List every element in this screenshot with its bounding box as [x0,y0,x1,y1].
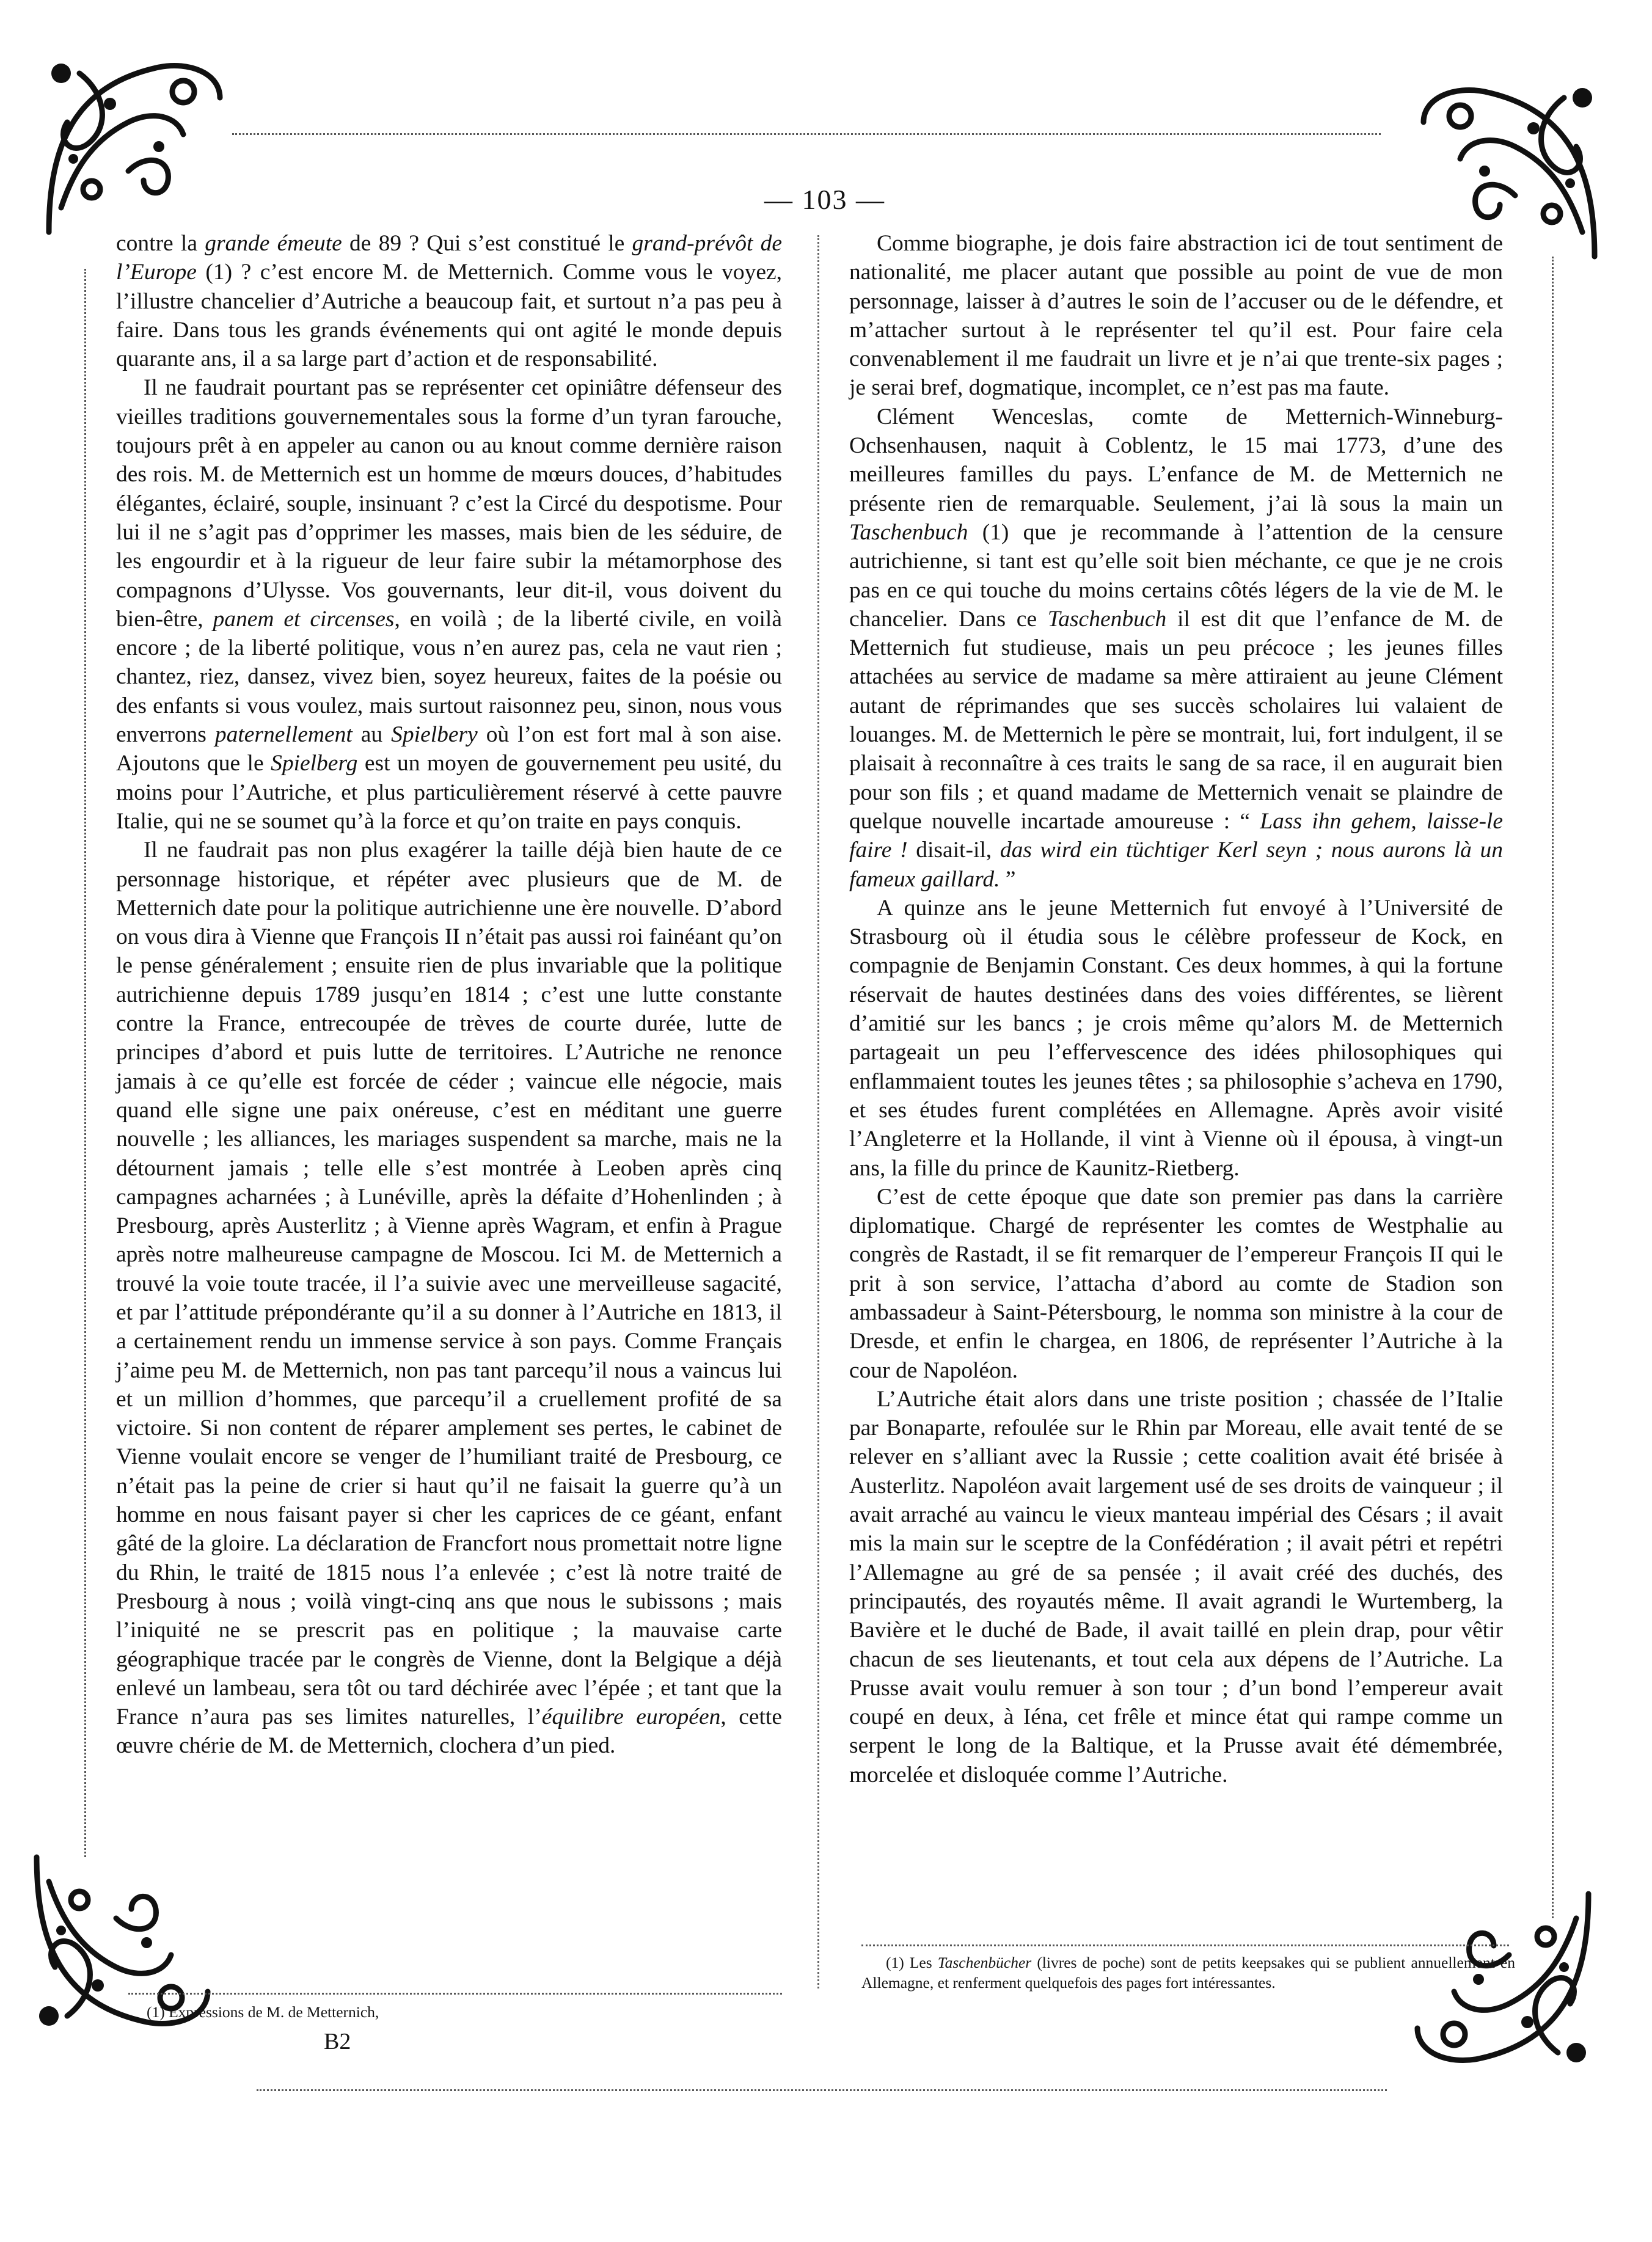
border-rule-top [232,133,1381,135]
paragraph: C’est de cette époque que date son premier pas dans la carrière diplomatique. Chargé de représenter les comtes de Westphalie au congrès de Rastadt, il se fit remarquer de l’empereur François II qui le prit à son service, l’attacha d’abord au comte de Stadion son ambassadeur à Saint-Pétersbourg, le nomma son ministre à la cour de Dresde, et enfin le chargea, en 1806, de représenter l’Autriche à la cour de Napoléon. [849,1184,1503,1383]
footnote-left: (1) Expressions de M. de Metternich, [147,2003,379,2021]
paragraph: L’Autriche était alors dans une triste position ; chassée de l’Italie par Bonaparte, refoulée sur le Rhin par Moreau, elle avait tenté de se relever en s’alliant avec la Russie ; cette coalition avait été brisée à Austerlitz. Napoléon avait largement usé de ses droits de vainqueur ; il avait arraché au vaincu le vieux manteau impérial des Césars ; il avait mis la main sur le sceptre de la Confédération ; il avait pétri et repétri l’Allemagne au gré de sa pensée ; il avait créé des duchés, des principautés, des royautés même. Il avait agrandi le Wurtemberg, la Bavière et le duché de Bade, il avait taillé en plein drap, pour vêtir chacun de ses lieutenants, et tout cela aux dépens de l’Autriche. La Prusse avait voulu remuer à son tour ; d’un bond l’empereur avait coupé en deux, à Iéna, cet frêle et mince état qui rampe comme un serpent le long de la Baltique, et la Prusse avait été démembrée, morcelée et disloquée comme l’Autriche. [849,1386,1503,1787]
printer-signature: B2 [324,2029,351,2054]
left-column [116,229,782,1761]
paragraph: Il ne faudrait pourtant pas se représenter cet opiniâtre défenseur des vieilles traditions gouvernementales sous la forme d’un tyran farouche, toujours prêt à en appeler au canon ou au knout comme dernière raison des rois. M. de Metternich est un homme de mœurs douces, d’habitudes élégantes, éclairé, souple, insinuant ? c’est la Circé du despotisme. Pour lui il ne s’agit pas d’opprimer les masses, mais bien de les séduire, de les engourdir et à la rigueur de leur faire subir la métamorphose des compagnons d’Ulysse. Vos gouvernants, leur dit-il, vous doivent du bien-être, panem et circenses, en voilà ; de la liberté civile, en voilà encore ; de la liberté politique, vous n’en aurez pas, cela ne vaut rien ; chantez, riez, dansez, vivez bien, soyez heureux, faites de la poésie ou des enfants si vous voulez, mais surtout raisonnez peu, sinon, nous vous enverrons paternellement au Spielbery où l’on est fort mal à son aise. Ajoutons que le Spielberg est un moyen de gouvernement peu usité, du moins pour l’Autriche, et plus particulièrement réservé à cette pauvre Italie, qui ne se soumet qu’à la force et qu’on traite en pays conquis. [116,375,782,834]
paragraph: contre la grande émeute de 89 ? Qui s’est constitué le grand-prévôt de l’Europe (1) ? c’est encore M. de Metternich. Comme vous le voyez, l’illustre chancelier d’Autriche a beaucoup fait, et surtout n’a pas peu à faire. Dans tous les grands événements qui ont agité le monde depuis quarante ans, il a sa large part d’action et de responsabilité. [116,231,783,372]
corner-ornament-top-left [37,49,232,244]
paragraph: Comme biographe, je dois faire abstraction ici de tout sentiment de nationalité, me placer autant que possible au point de vue de mon personnage, laisser à d’autres le soin de l’accuser ou de le défendre, et m’attacher surtout à le représenter tel qu’il est. Pour faire cela convenablement il me faudrait un livre et je n’ai que trente-six pages ; je serai bref, dogmatique, incomplet, ce n’est pas ma faute. [849,231,1503,401]
footnote-right: (1) Les Taschenbücher (livres de poche) sont de petits keepsakes qui se publient annuellement en Allemagne, et renferment quelquefois des pages fort intéressantes. [861,1954,1515,1992]
paragraph: Clément Wenceslas, comte de Metternich-Winneburg-Ochsenhausen, naquit à Coblentz, le 15 mai 1773, d’une des meilleures familles du pays. L’enfance de M. de Metternich ne présente rien de remarquable. Seulement, j’ai là sous la main un Taschenbuch (1) que je recommande à l’attention de la censure autrichienne, si tant est qu’elle soit bien méchante, ce que je ne crois pas en ce qui touche du moins certains côtés légers de la vie de M. le chancelier. Dans ce Taschenbuch il est dit que l’enfance de M. de Metternich fut studieuse, mais un peu précoce ; les jeunes filles attachées au service de madame sa mère attiraient au jeune Clément autant de réprimandes que ses succès scholaires lui valaient de louanges. M. de Metternich le père se montrait, lui, fort indulgent, il se plaisait à reconnaître à ces traits le sang de sa race, il en augurait bien pour son fils ; et quand madame de Metternich venait se plaindre de quelque nouvelle incartade amoureuse : “ Lass ihn gehem, laisse-le faire ! disait-il, das wird ein tüchtiger Kerl seyn ; nous aurons là un fameux gaillard. ” [849,404,1504,892]
border-rule-left [84,269,86,1857]
border-rule-right [1552,257,1554,1918]
border-rule-bottom [257,2089,1387,2091]
column-separator [817,235,819,1988]
right-column [849,229,1503,1789]
footnote-rule-right [861,1944,1509,1946]
page-number: — 103 — [764,184,885,215]
paragraph: A quinze ans le jeune Metternich fut envoyé à l’Université de Strasbourg où il étudia sous le célèbre professeur de Kock, en compagnie de Benjamin Constant. Ces deux hommes, à qui la fortune réservait de hautes destinées dans des voies différentes, se lièrent d’amitié sur les bancs ; je crois même qu’alors M. de Metternich partageait un peu l’effervescence des idées philosophiques qui enflammaient toutes les jeunes têtes ; sa philosophie s’acheva en 1790, et ses études furent complétées en Allemagne. Après avoir visité l’Angleterre et la Hollande, il vint à Vienne où il épousa, à vingt-un ans, la fille du prince de Kaunitz-Rietberg. [849,895,1503,1181]
paragraph: Il ne faudrait pas non plus exagérer la taille déjà bien haute de ce personnage historique, et répéter avec plusieurs que de M. de Metternich date pour la politique autrichienne une ère nouvelle. D’abord on vous dira à Vienne que François II n’était pas aussi roi fainéant qu’on le pense généralement ; ensuite rien de plus invariable que la politique autrichienne depuis 1789 jusqu’en 1814 ; c’est une lutte constante contre la France, entrecoupée de trèves de courte durée, lutte de principes d’abord et puis lutte de territoires. L’Autriche ne renonce jamais à ce qu’elle est forcée de céder ; vaincue elle négocie, mais quand elle signe une paix onéreuse, c’est en méditant une guerre nouvelle ; les alliances, les mariages suspendent sa marche, mais ne la détournent jamais ; telle elle s’est montrée à Leoben après cinq campagnes acharnées ; à Lunéville, après la défaite d’Hohenlinden ; à Presbourg, après Austerlitz ; à Vienne après Wagram, et enfin à Prague après notre malheureuse campagne de Moscou. Ici M. de Metternich a trouvé la voie toute tracée, il l’a suivie avec une merveilleuse sagacité, et par l’attitude prépondérante qu’il a su donner à l’Autriche en 1813, il a certainement rendu un immense service à son pays. Comme Français j’aime peu M. de Metternich, non pas tant parcequ’il nous a vaincus lui et un million d’hommes, que parcequ’il a cruellement profité de sa victoire. Si non content de réparer amplement ses pertes, le cabinet de Vienne voulait encore se venger de l’humiliant traité de Presbourg, ce n’était pas la peine de crier si haut qu’il ne faisait la guerre qu’à un homme en nous faisant payer si cher les caprices de ce géant, enfant gâté de la gloire. La déclaration de Francfort nous promettait notre ligne du Rhin, le traité de 1815 nous l’a enlevée ; c’est là notre traité de Presbourg à nous ; voilà vingt-cinq ans que nous le subissons ; mais l’iniquité ne se prescrit pas en politique ; la mauvaise carte géographique tracée par le congrès de Vienne, dont la Belgique a déjà enlevé un lambeau, sera tôt ou tard déchirée avec l’épée ; et tant que la France n’aura pas ses limites naturelles, l’équilibre européen, cette œuvre chérie de M. de Metternich, clochera d’un pied. [116,838,782,1759]
footnote-rule-left [128,1993,782,1995]
